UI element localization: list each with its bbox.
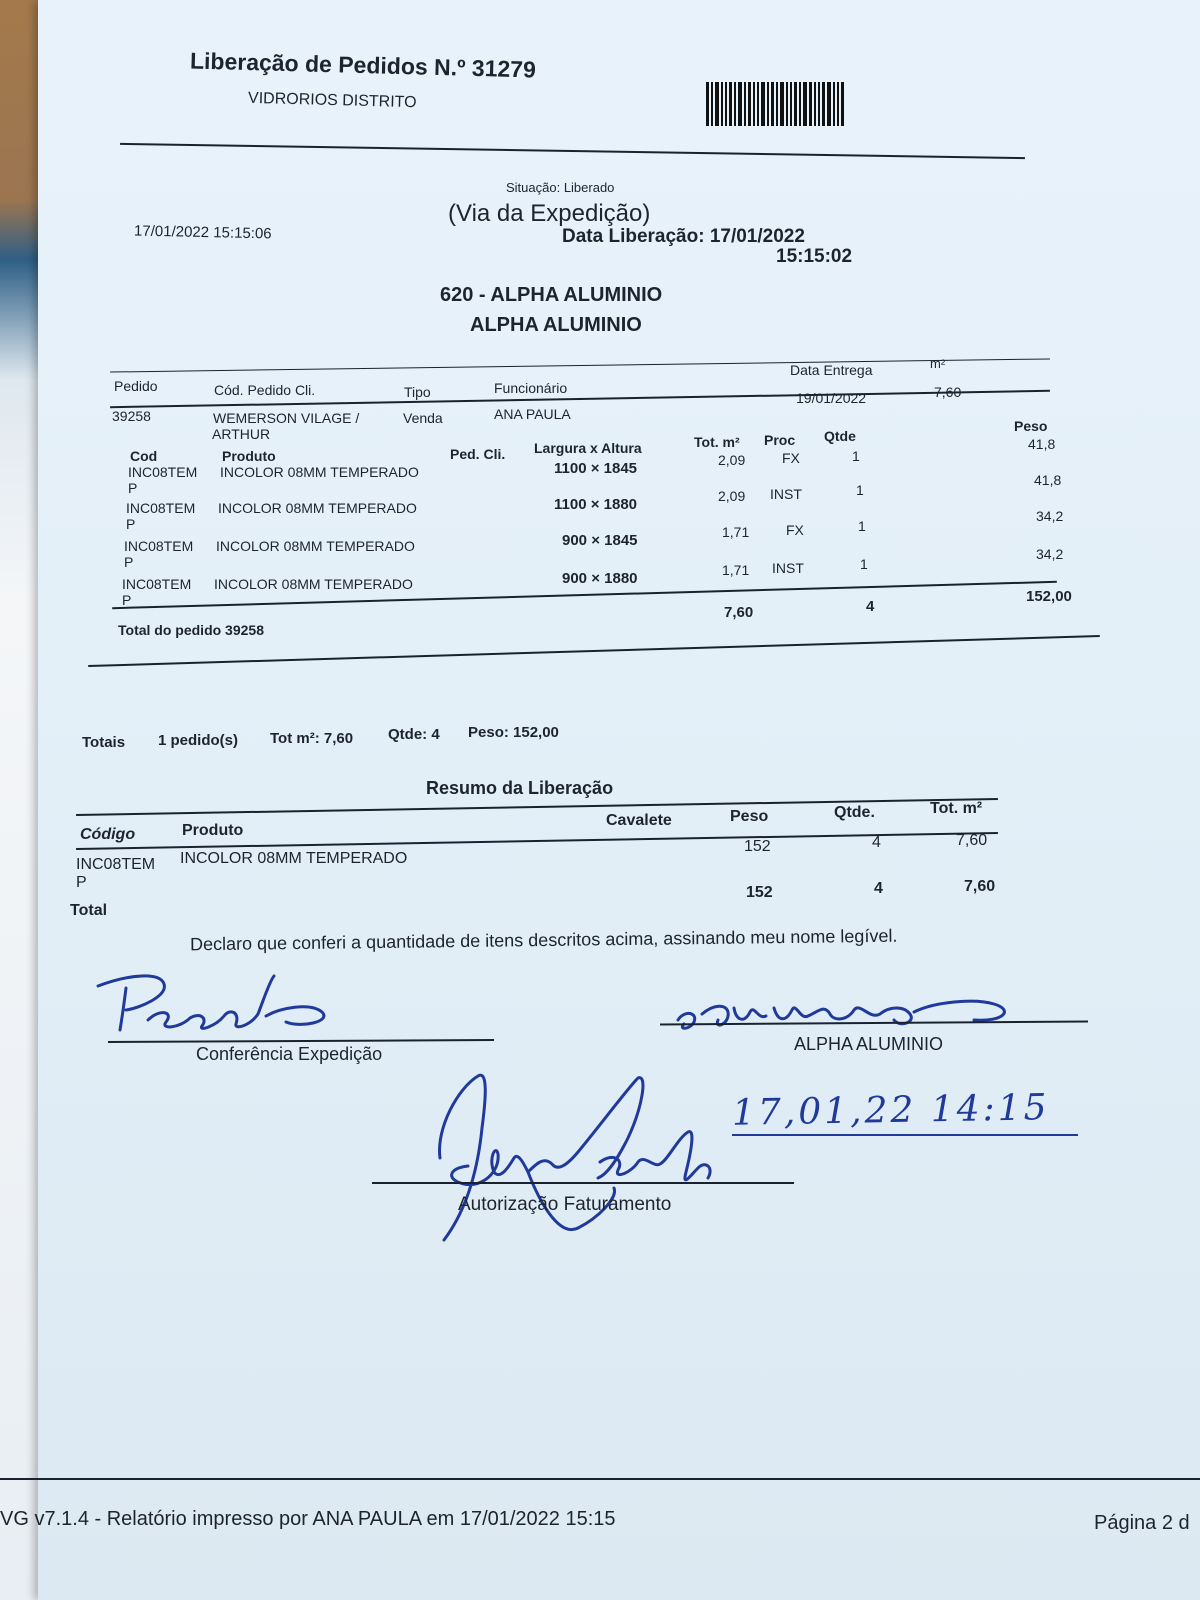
item-tot-m2: 1,71: [722, 524, 750, 540]
item-peso: 41,8: [1034, 472, 1062, 488]
item-cod: INC08TEM: [128, 464, 198, 480]
footer-printed-by: VG v7.1.4 - Relatório impresso por ANA PAULA em 17/01/2022 15:15: [0, 1508, 616, 1530]
client-code-name: 620 - ALPHA ALUMINIO: [440, 284, 663, 306]
item-qtde: 1: [858, 518, 866, 534]
item-peso: 34,2: [1036, 546, 1064, 562]
items-col-peso: Peso: [1014, 418, 1048, 434]
resumo-col-produto: Produto: [182, 822, 244, 839]
declaration-text: Declaro que conferi a quantidade de itens descritos acima, assinando meu nome legível.: [189, 925, 898, 955]
resumo-col-tot-m2: Tot. m²: [930, 800, 983, 817]
item-proc: INST: [770, 486, 802, 502]
item-tot-m2: 2,09: [718, 452, 746, 468]
signature-conferencia: [90, 968, 350, 1048]
status-label: Situação: Liberado: [506, 180, 615, 195]
handwritten-date-underline: [732, 1134, 1078, 1136]
autorizacao-label: Autorização Faturamento: [458, 1194, 672, 1215]
item-cod-suffix: P: [124, 554, 134, 570]
col-m2: m²: [930, 356, 946, 371]
item-cod-suffix: P: [126, 516, 136, 532]
item-produto: INCOLOR 08MM TEMPERADO: [216, 538, 415, 554]
col-funcionario: Funcionário: [494, 380, 568, 396]
totais-label: Totais: [82, 734, 126, 751]
release-time: 15:15:02: [776, 246, 853, 267]
order-block-bottom-line: [88, 635, 1100, 667]
items-col-cod: Cod: [130, 448, 158, 464]
header-divider: [120, 143, 1025, 159]
cliente-label: ALPHA ALUMINIO: [794, 1034, 944, 1054]
item-dimensions: 900 × 1880: [562, 570, 638, 587]
handwritten-date: 17,01,22 14:15: [731, 1087, 1050, 1134]
resumo-total-m2: 7,60: [964, 878, 996, 895]
print-datetime: 17/01/2022 15:15:06: [133, 222, 272, 243]
client-name: ALPHA ALUMINIO: [470, 314, 642, 336]
resumo-col-qtde: Qtde.: [834, 804, 875, 821]
resumo-col-peso: Peso: [730, 808, 769, 825]
item-cod: INC08TEM: [122, 576, 192, 592]
col-cod-pedido-cli: Cód. Pedido Cli.: [214, 382, 316, 398]
resumo-codigo-suffix: P: [76, 874, 87, 891]
release-date: Data Liberação: 17/01/2022: [562, 226, 805, 247]
item-dimensions: 1100 × 1880: [554, 496, 638, 513]
resumo-qtde: 4: [872, 834, 881, 851]
items-col-proc: Proc: [764, 432, 796, 448]
order-header-top-line: [110, 358, 1050, 372]
item-tot-m2: 1,71: [722, 562, 750, 578]
item-proc: FX: [782, 450, 800, 466]
resumo-title: Resumo da Liberação: [426, 778, 614, 798]
item-qtde: 1: [856, 482, 864, 498]
resumo-codigo: INC08TEM: [76, 856, 156, 873]
item-cod-suffix: P: [122, 592, 132, 608]
order-total-m2: 7,60: [724, 604, 754, 621]
resumo-produto: INCOLOR 08MM TEMPERADO: [180, 850, 408, 867]
item-produto: INCOLOR 08MM TEMPERADO: [214, 576, 413, 592]
footer-line: [0, 1478, 1200, 1480]
resumo-total-peso: 152: [746, 884, 773, 901]
order-total-peso: 152,00: [1026, 588, 1072, 605]
item-produto: INCOLOR 08MM TEMPERADO: [220, 464, 419, 480]
item-dimensions: 900 × 1845: [562, 532, 638, 549]
order-client-line2: ARTHUR: [212, 426, 271, 442]
item-produto: INCOLOR 08MM TEMPERADO: [218, 500, 417, 516]
items-col-produto: Produto: [222, 448, 276, 464]
items-col-ped-cli: Ped. Cli.: [450, 446, 506, 462]
item-peso: 41,8: [1028, 436, 1056, 452]
conferencia-label: Conferência Expedição: [196, 1044, 383, 1064]
totais-m2: Tot m²: 7,60: [270, 730, 354, 747]
resumo-col-codigo: Código: [80, 826, 136, 843]
via-label: (Via da Expedição): [448, 200, 651, 227]
resumo-peso: 152: [744, 838, 771, 855]
totais-qtde: Qtde: 4: [388, 726, 440, 743]
resumo-col-cavalete: Cavalete: [606, 812, 672, 829]
order-delivery-date: 19/01/2022: [796, 390, 867, 406]
signature-autorizacao: [428, 1068, 728, 1248]
resumo-total-qtde: 4: [874, 880, 883, 897]
signature-cliente: [674, 990, 1034, 1040]
document-title: Liberação de Pedidos N.º 31279: [189, 47, 537, 83]
item-proc: FX: [786, 522, 804, 538]
items-col-qtde: Qtde: [824, 428, 856, 444]
barcode: [706, 82, 862, 126]
col-pedido: Pedido: [114, 378, 158, 394]
item-cod: INC08TEM: [124, 538, 194, 554]
col-tipo: Tipo: [404, 384, 431, 400]
totais-pedidos: 1 pedido(s): [158, 732, 239, 749]
order-total-qtde: 4: [866, 598, 875, 615]
order-employee: ANA PAULA: [494, 406, 571, 422]
item-tot-m2: 2,09: [718, 488, 746, 504]
order-type: Venda: [403, 410, 443, 426]
order-client-line1: WEMERSON VILAGE /: [213, 410, 360, 426]
item-dimensions: 1100 × 1845: [554, 460, 638, 477]
item-peso: 34,2: [1036, 508, 1064, 524]
footer-page: Página 2 d: [1094, 1512, 1190, 1534]
resumo-tot-m2: 7,60: [956, 832, 988, 849]
signature-line-autorizacao: [372, 1182, 794, 1184]
items-col-largura-altura: Largura x Altura: [534, 440, 642, 456]
order-number: 39258: [112, 408, 151, 424]
item-cod: INC08TEM: [126, 500, 196, 516]
item-proc: INST: [772, 560, 804, 576]
totais-peso: Peso: 152,00: [468, 724, 559, 741]
item-qtde: 1: [860, 556, 868, 572]
items-col-tot-m2: Tot. m²: [694, 434, 740, 450]
col-data-entrega: Data Entrega: [790, 362, 873, 378]
company-name: VIDRORIOS DISTRITO: [247, 89, 417, 112]
item-qtde: 1: [852, 448, 860, 464]
order-total-label: Total do pedido 39258: [118, 622, 264, 638]
order-m2: 7,60: [934, 384, 962, 400]
item-cod-suffix: P: [128, 480, 138, 496]
resumo-total-label: Total: [70, 902, 108, 919]
